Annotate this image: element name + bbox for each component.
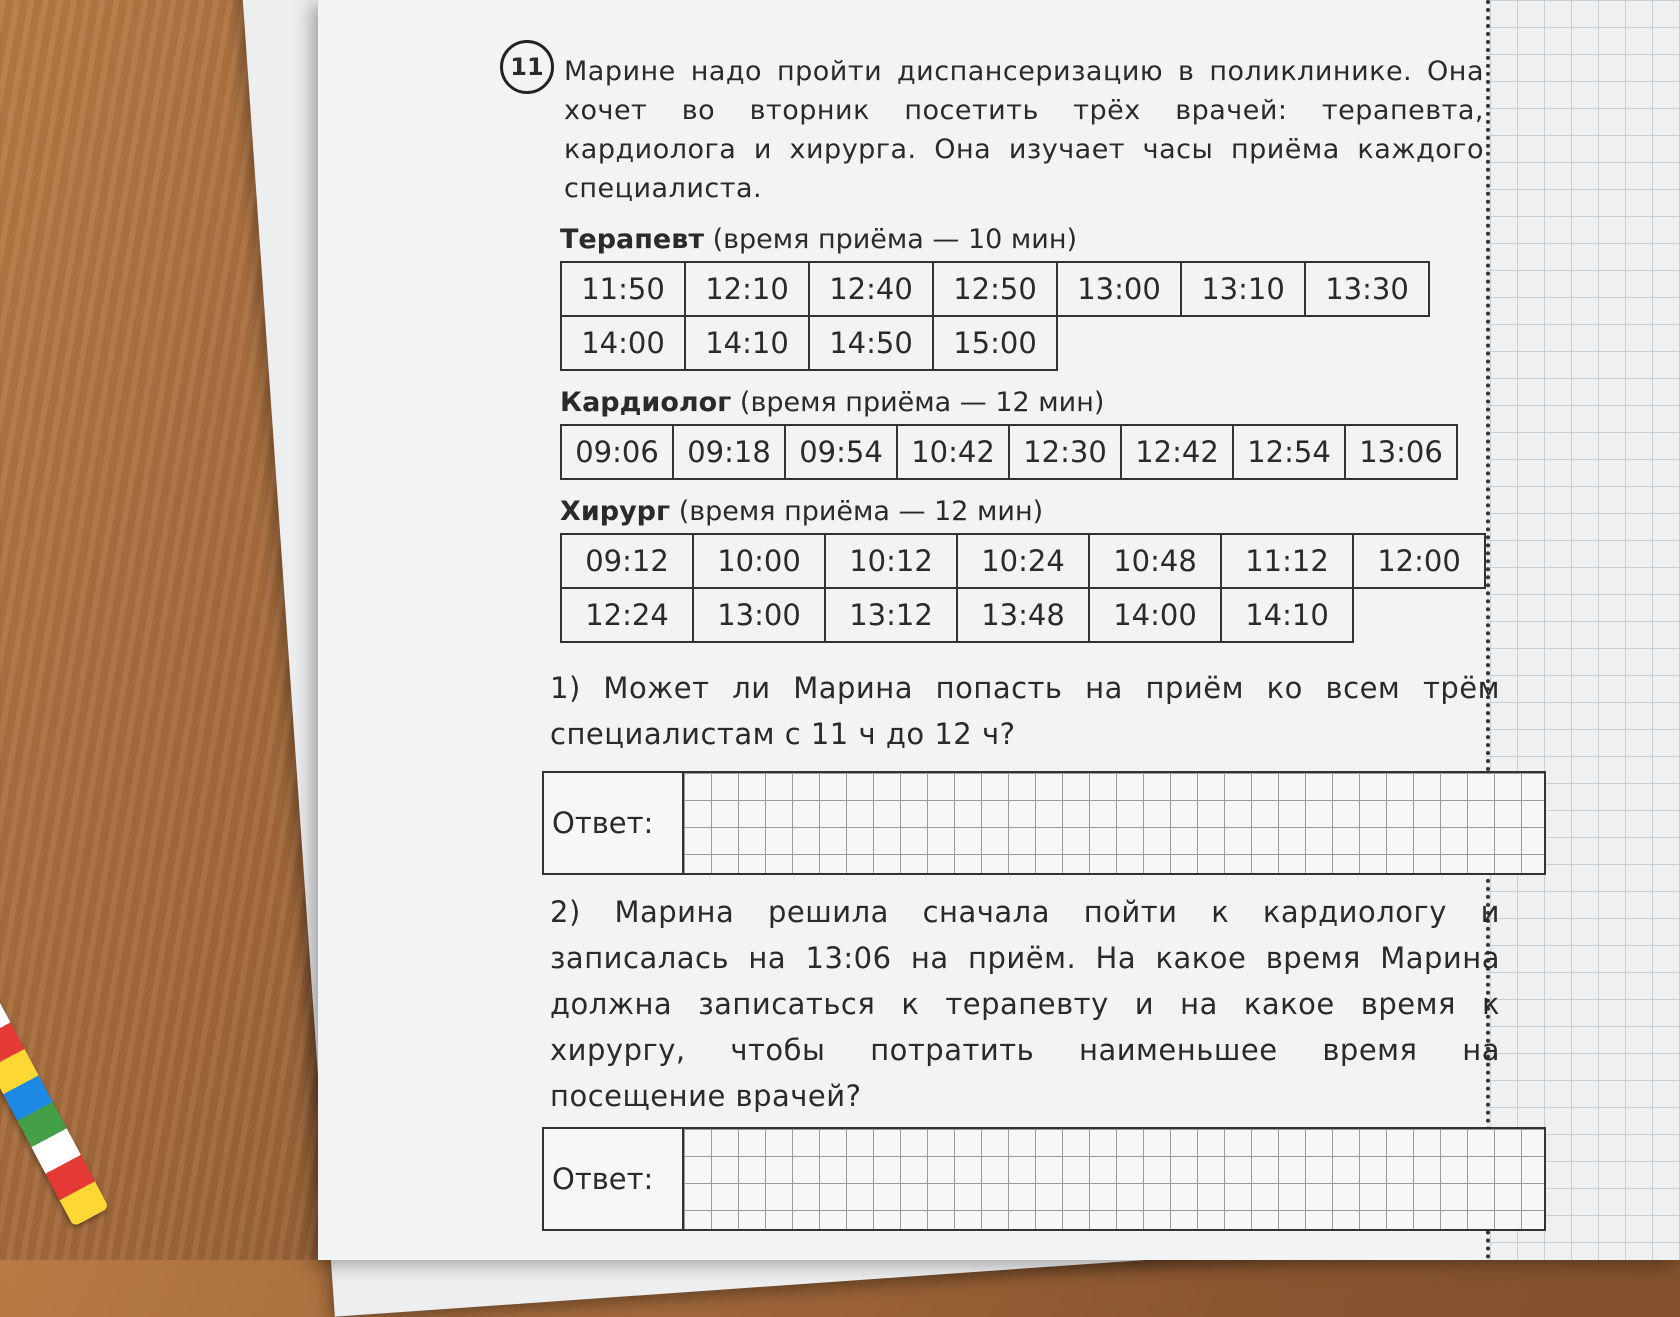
empty-cell xyxy=(1057,316,1181,370)
time-slot: 11:50 xyxy=(561,262,685,316)
cardiologist-name: Кардиолог xyxy=(560,387,732,418)
answer-grid[interactable] xyxy=(684,1129,1544,1229)
task-intro: Марине надо пройти диспансеризацию в поликлинике. Она хочет во вторник посетить трёх врачей: терапевта, кардиолога и хирурга. Она изучает часы приёма каждого специалиста. xyxy=(564,56,1484,204)
cardiologist-header xyxy=(560,387,1500,418)
time-slot: 13:06 xyxy=(1345,425,1457,479)
surgeon-schedule xyxy=(560,533,1486,643)
question-2: 2) Марина решила сначала пойти к кардиологу и записалась на 13:06 на приём. На какое время Марина должна записаться к терапевту и на какое время к хирургу, чтобы потратить наименьшее время на посещение врачей? xyxy=(550,895,1500,1113)
task-header xyxy=(500,40,1500,208)
schedule-row xyxy=(561,316,1429,370)
time-slot: 12:40 xyxy=(809,262,933,316)
time-slot: 09:12 xyxy=(561,534,693,588)
time-slot: 13:12 xyxy=(825,588,957,642)
answer-box-1[interactable] xyxy=(542,771,1546,875)
time-slot: 12:50 xyxy=(933,262,1057,316)
surgeon-name: Хирург xyxy=(560,496,671,527)
time-slot: 13:30 xyxy=(1305,262,1429,316)
time-slot: 13:00 xyxy=(1057,262,1181,316)
margin-grid xyxy=(1486,0,1680,1260)
time-slot: 12:54 xyxy=(1233,425,1345,479)
time-slot: 12:42 xyxy=(1121,425,1233,479)
time-slot: 09:18 xyxy=(673,425,785,479)
schedule-row xyxy=(561,534,1485,588)
time-slot: 10:00 xyxy=(693,534,825,588)
time-slot: 10:12 xyxy=(825,534,957,588)
question-1: 1) Может ли Марина попасть на приём ко всем трём специалистам с 11 ч до 12 ч? xyxy=(550,671,1500,751)
therapist-header xyxy=(560,224,1500,255)
time-slot: 13:48 xyxy=(957,588,1089,642)
empty-cell xyxy=(1181,316,1305,370)
empty-cell xyxy=(1353,588,1485,642)
task-number: 11 xyxy=(500,40,554,94)
time-slot: 14:00 xyxy=(561,316,685,370)
time-slot: 14:10 xyxy=(685,316,809,370)
answer-label: Ответ: xyxy=(544,773,684,873)
time-slot: 15:00 xyxy=(933,316,1057,370)
time-slot: 12:24 xyxy=(561,588,693,642)
time-slot: 12:30 xyxy=(1009,425,1121,479)
cardiologist-schedule xyxy=(560,424,1458,480)
time-slot: 12:10 xyxy=(685,262,809,316)
time-slot: 10:42 xyxy=(897,425,1009,479)
therapist-name: Терапевт xyxy=(560,224,704,255)
time-slot: 13:10 xyxy=(1181,262,1305,316)
time-slot: 14:10 xyxy=(1221,588,1353,642)
time-slot: 12:00 xyxy=(1353,534,1485,588)
schedule-row xyxy=(561,262,1429,316)
time-slot: 14:00 xyxy=(1089,588,1221,642)
surgeon-header xyxy=(560,496,1500,527)
cardiologist-note: (время приёма — 12 мин) xyxy=(739,387,1105,418)
time-slot: 09:06 xyxy=(561,425,673,479)
answer-box-2[interactable] xyxy=(542,1127,1546,1231)
answer-grid[interactable] xyxy=(684,773,1544,873)
empty-cell xyxy=(1305,316,1429,370)
schedule-row xyxy=(561,425,1457,479)
task-content xyxy=(500,40,1500,1231)
answer-label: Ответ: xyxy=(544,1129,684,1229)
time-slot: 11:12 xyxy=(1221,534,1353,588)
therapist-note: (время приёма — 10 мин) xyxy=(712,224,1078,255)
therapist-schedule xyxy=(560,261,1430,371)
schedule-row xyxy=(561,588,1485,642)
time-slot: 14:50 xyxy=(809,316,933,370)
surgeon-note: (время приёма — 12 мин) xyxy=(678,496,1044,527)
time-slot: 09:54 xyxy=(785,425,897,479)
time-slot: 10:48 xyxy=(1089,534,1221,588)
time-slot: 10:24 xyxy=(957,534,1089,588)
time-slot: 13:00 xyxy=(693,588,825,642)
